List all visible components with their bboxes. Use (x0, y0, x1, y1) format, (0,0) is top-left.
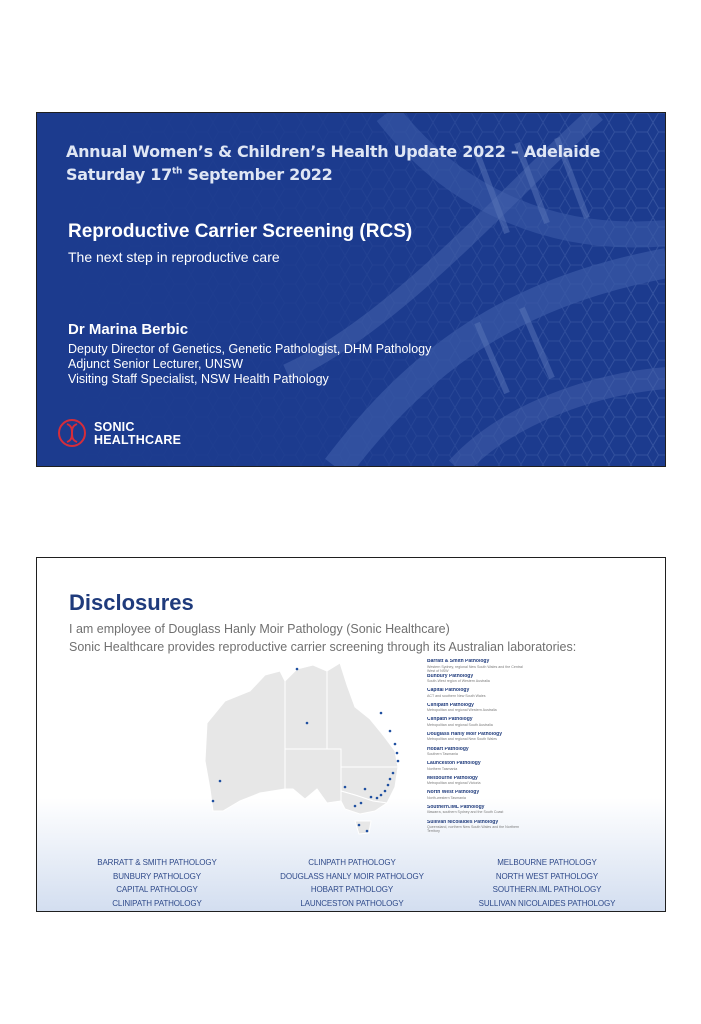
australia-map (205, 661, 405, 836)
lab-directory (427, 659, 527, 834)
speaker-name: Dr Marina Berbic (68, 321, 189, 338)
slide-title: Disclosures (69, 590, 194, 615)
lab-entry: Clinpath Pathology Metropolitan and regional South Australia (427, 717, 493, 727)
speaker-role: Deputy Director of Genetics, Genetic Pathologist, DHM Pathology (68, 342, 432, 356)
lab-names-column-1: BARRATT & SMITH PATHOLOGY BUNBURY PATHOLOGY CAPITAL PATHOLOGY CLINIPATH PATHOLOGY (97, 858, 217, 908)
conference-title: Annual Women’s & Children’s Health Update 2022 – Adelaide (66, 142, 601, 161)
lab-entry: Southern.IML Pathology Illawarra, southern Sydney and the South Coast (427, 804, 504, 815)
lab-entry: Douglass Hanly Moir Pathology Metropolitan and regional New South Wales (427, 731, 503, 742)
lab-entry: Hobart Pathology Southern Tasmania (427, 746, 469, 757)
title-slide (36, 112, 666, 467)
conference-date: Saturday 17th September 2022 (66, 165, 333, 184)
presentation-title: Reproductive Carrier Screening (RCS) (68, 221, 413, 242)
disclosures-slide (36, 557, 666, 912)
disclosure-line: Sonic Healthcare provides reproductive carrier screening through its Australian laboratories: (69, 640, 577, 654)
lab-names-column-3: MELBOURNE PATHOLOGY NORTH WEST PATHOLOGY SOUTHERN.IML PATHOLOGY SULLIVAN NICOLAIDES PATHOLOGY (478, 858, 616, 908)
sonic-healthcare-logo: SONIC HEALTHCARE (94, 420, 182, 447)
presentation-subtitle: The next step in reproductive care (68, 249, 280, 265)
disclosure-line: I am employee of Douglass Hanly Moir Pathology (Sonic Healthcare) (69, 622, 450, 636)
lab-entry: Launceston Pathology Northern Tasmania (427, 761, 481, 771)
sonic-helix-logo-icon (57, 418, 87, 448)
map-region-wa (205, 671, 285, 811)
lab-names-column-2: CLINPATH PATHOLOGY DOUGLASS HANLY MOIR PATHOLOGY HOBART PATHOLOGY LAUNCESTON PATHOLOGY (280, 858, 424, 908)
lab-entry: Melbourne Pathology Metropolitan and regional Victoria (427, 775, 481, 786)
map-region-tas (355, 821, 371, 834)
speaker-role: Visiting Staff Specialist, NSW Health Pathology (68, 372, 329, 386)
lab-entry: Capital Pathology ACT and southern New South Wales (427, 688, 486, 698)
lab-entry: Bunbury Pathology South-West region of Western Australia (427, 673, 490, 684)
speaker-role: Adjunct Senior Lecturer, UNSW (68, 357, 244, 371)
map-region-nt (285, 665, 327, 749)
lab-entry: Clinipath Pathology Metropolitan and regional Western Australia (427, 702, 497, 713)
lab-entry: North West Pathology North-western Tasmania (427, 790, 480, 800)
map-region-sa (285, 749, 341, 803)
lab-entry: Barratt & Smith Pathology Western Sydney, regional New South Wales and the Central West of NSW (427, 659, 523, 673)
lab-entry: Sullivan Nicolaides Pathology Queensland, northern New South Wales and the Northern Territory (427, 819, 520, 834)
